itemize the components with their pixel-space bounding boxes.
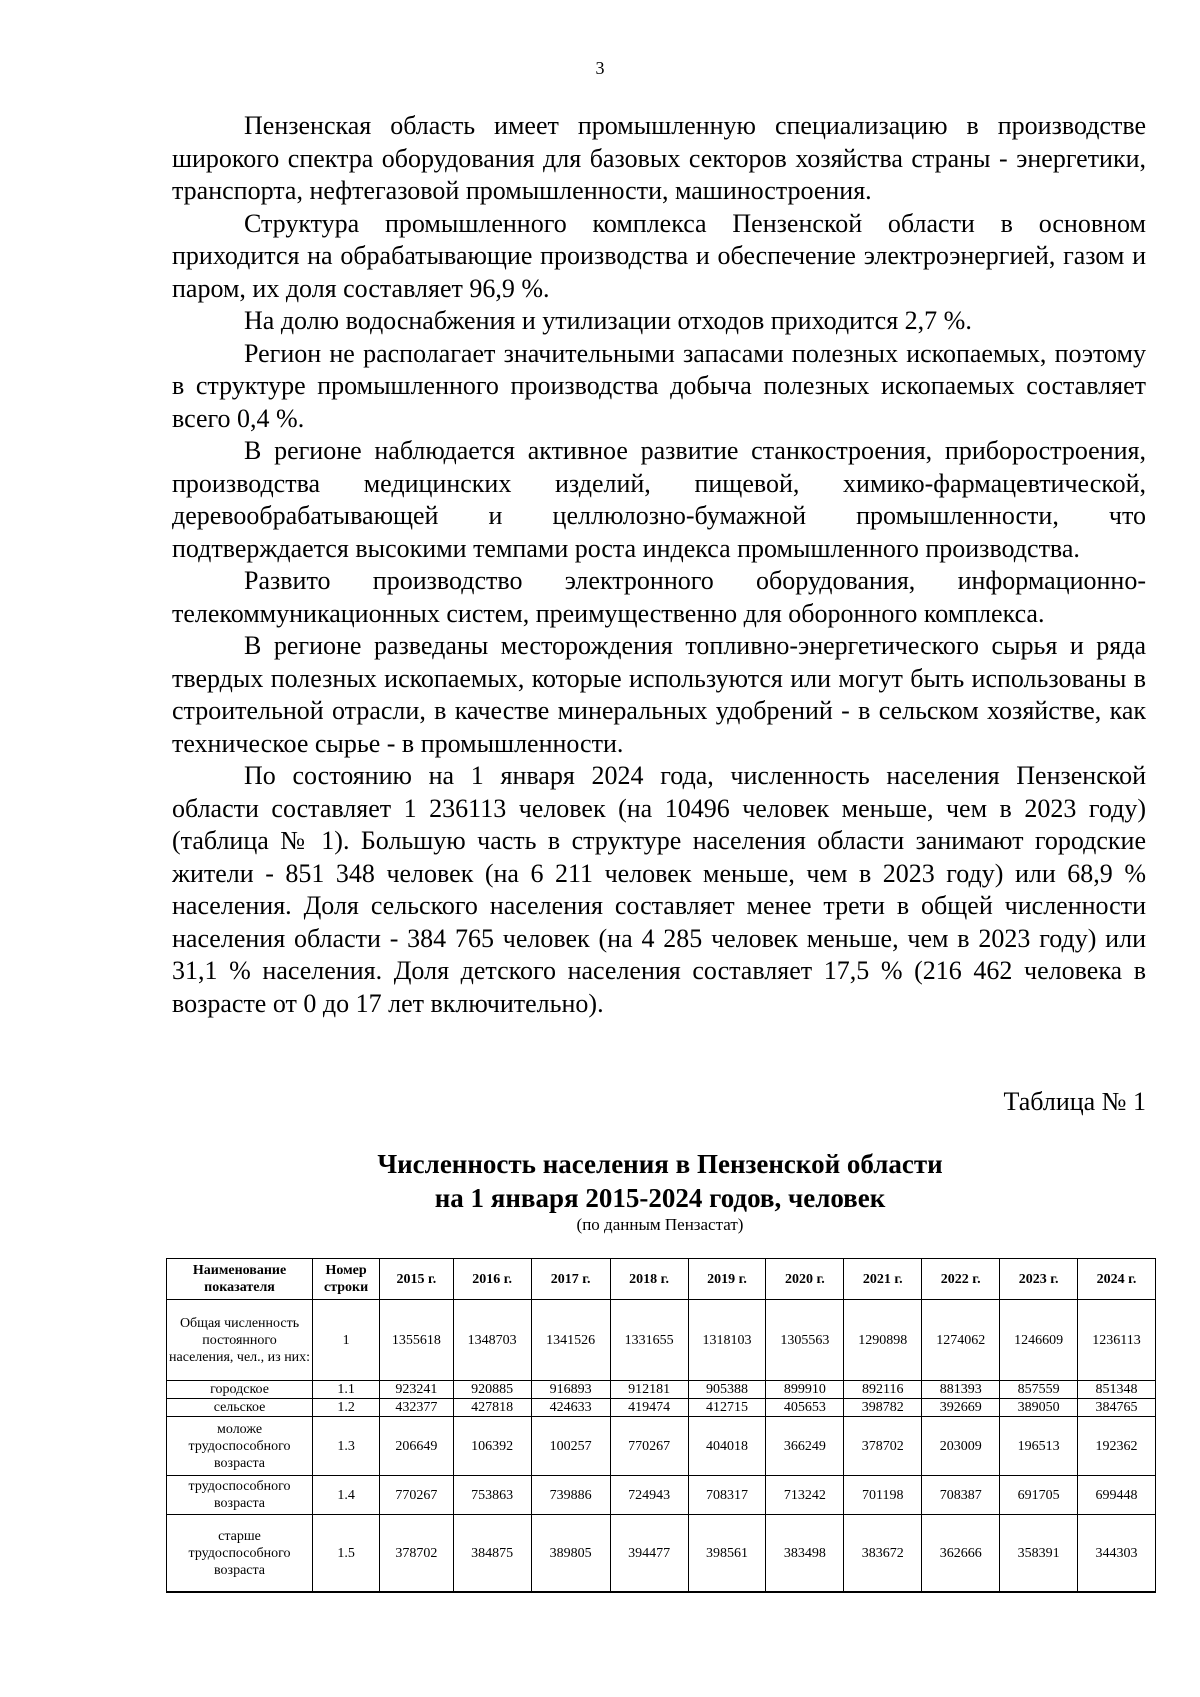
table-cell: 419474	[610, 1399, 688, 1417]
table-cell: 1341526	[531, 1300, 610, 1381]
table-cell: 383672	[844, 1515, 922, 1593]
table-cell: 1246609	[1000, 1300, 1078, 1381]
table-header-cell: 2022 г.	[922, 1259, 1000, 1300]
table-cell: 1274062	[922, 1300, 1000, 1381]
table-cell: 1348703	[453, 1300, 531, 1381]
table-cell: 384765	[1078, 1399, 1156, 1417]
table-header-cell: 2015 г.	[380, 1259, 454, 1300]
table-header-cell: 2021 г.	[844, 1259, 922, 1300]
table-cell: 398782	[844, 1399, 922, 1417]
table-cell: 1.3	[313, 1417, 380, 1476]
table-title-line2: на 1 января 2015-2024 годов, человек	[434, 1183, 886, 1213]
table-cell: 384875	[453, 1515, 531, 1593]
table-label: Таблица № 1	[1003, 1087, 1146, 1116]
table-cell: 923241	[380, 1381, 454, 1399]
table-source: (по данным Пензастат)	[576, 1215, 744, 1234]
table-cell: 358391	[1000, 1515, 1078, 1593]
table-cell: 1290898	[844, 1300, 922, 1381]
table-cell: 405653	[766, 1399, 844, 1417]
table-cell: 912181	[610, 1381, 688, 1399]
table-cell: 701198	[844, 1476, 922, 1515]
table-cell: сельское	[167, 1399, 313, 1417]
table-cell: 389805	[531, 1515, 610, 1593]
population-table	[166, 1258, 1156, 1593]
table-cell: 905388	[688, 1381, 766, 1399]
table-cell: 770267	[610, 1417, 688, 1476]
paragraph: На долю водоснабжения и утилизации отходов приходится 2,7 %.	[244, 306, 972, 335]
table-cell: 892116	[844, 1381, 922, 1399]
table-header-cell: Номер строки	[313, 1259, 380, 1300]
table-cell: 920885	[453, 1381, 531, 1399]
table-cell: 708317	[688, 1476, 766, 1515]
table-title-line1: Численность населения в Пензенской области	[377, 1149, 943, 1179]
table-cell: старше трудоспособного возраста	[167, 1515, 313, 1593]
table-header-cell: 2019 г.	[688, 1259, 766, 1300]
table-cell: 398561	[688, 1515, 766, 1593]
table-cell: трудоспособного возраста	[167, 1476, 313, 1515]
body-text	[172, 110, 1146, 1020]
table-cell: 708387	[922, 1476, 1000, 1515]
table-cell: 857559	[1000, 1381, 1078, 1399]
page-number: 3	[595, 58, 605, 78]
table-cell: 389050	[1000, 1399, 1078, 1417]
table-cell: 378702	[844, 1417, 922, 1476]
table-cell: 366249	[766, 1417, 844, 1476]
table-cell: 770267	[380, 1476, 454, 1515]
paragraph: По состоянию на 1 января 2024 года, численность населения Пензенской области составляет 1 236113 человек (на 10496 человек меньше, чем в 2023 году) (таблица № 1). Большую часть в структуре населения области занимают городские жители - 851 348 человек (на 6 211 человек меньше, чем в 2023 году) или 68,9 % населения. Доля сельского населения составляет менее трети в общей численности населения области - 384 765 человек (на 4 285 человек меньше, чем в 2023 году) или 31,1 % населения. Доля детского населения составляет 17,5 % (216 462 человека в возрасте от 0 до 17 лет включительно).	[172, 761, 1146, 1018]
table-header-row	[167, 1259, 1156, 1300]
table-row	[167, 1399, 1156, 1417]
table-cell: 1318103	[688, 1300, 766, 1381]
table-cell: моложе трудоспособного возраста	[167, 1417, 313, 1476]
table-cell: 851348	[1078, 1381, 1156, 1399]
table-cell: 412715	[688, 1399, 766, 1417]
table-cell: 1236113	[1078, 1300, 1156, 1381]
table-row	[167, 1417, 1156, 1476]
table-cell: 344303	[1078, 1515, 1156, 1593]
table-cell: 1.4	[313, 1476, 380, 1515]
table-cell: 1	[313, 1300, 380, 1381]
table-cell: 724943	[610, 1476, 688, 1515]
paragraph: Пензенская область имеет промышленную специализацию в производстве широкого спектра оборудования для базовых секторов хозяйства страны - энергетики, транспорта, нефтегазовой промышленности, машиностроения.	[172, 111, 1146, 205]
table-header-cell: 2018 г.	[610, 1259, 688, 1300]
table-cell: 378702	[380, 1515, 454, 1593]
table-header-cell: 2017 г.	[531, 1259, 610, 1300]
table-row	[167, 1476, 1156, 1515]
table-cell: 362666	[922, 1515, 1000, 1593]
table-cell: 1331655	[610, 1300, 688, 1381]
table-header-cell: 2023 г.	[1000, 1259, 1078, 1300]
table-cell: 881393	[922, 1381, 1000, 1399]
table-cell: 699448	[1078, 1476, 1156, 1515]
table-cell: Общая численность постоянного населения, чел., из них:	[167, 1300, 313, 1381]
table-header-cell: Наименование показателя	[167, 1259, 313, 1300]
table-header-cell: 2016 г.	[453, 1259, 531, 1300]
table-cell: 427818	[453, 1399, 531, 1417]
table-header-cell: 2024 г.	[1078, 1259, 1156, 1300]
table-row	[167, 1515, 1156, 1593]
table-cell: 1.1	[313, 1381, 380, 1399]
table-cell: 899910	[766, 1381, 844, 1399]
table-cell: 739886	[531, 1476, 610, 1515]
table-cell: 1.5	[313, 1515, 380, 1593]
table-row	[167, 1381, 1156, 1399]
table-cell: 203009	[922, 1417, 1000, 1476]
table-cell: 432377	[380, 1399, 454, 1417]
table-cell: 1.2	[313, 1399, 380, 1417]
paragraph: В регионе разведаны месторождения топливно-энергетического сырья и ряда твердых полезных ископаемых, которые используются или могут быть использованы в строительной отрасли, в качестве минеральных удобрений - в сельском хозяйстве, как техническое сырье - в промышленности.	[172, 631, 1146, 758]
paragraph: В регионе наблюдается активное развитие станкостроения, приборостроения, производства медицинских изделий, пищевой, химико-фармацевтической, деревообрабатывающей и целлюлозно-бумажной промышленности, что подтверждается высокими темпами роста индекса промышленного производства.	[172, 436, 1146, 563]
table-cell: 392669	[922, 1399, 1000, 1417]
table-caption	[0, 1147, 1200, 1235]
table-row	[167, 1300, 1156, 1381]
table-cell: 106392	[453, 1417, 531, 1476]
paragraph: Структура промышленного комплекса Пензенской области в основном приходится на обрабатывающие производства и обеспечение электроэнергией, газом и паром, их доля составляет 96,9 %.	[172, 208, 1146, 303]
table-cell: 1305563	[766, 1300, 844, 1381]
table-cell: 424633	[531, 1399, 610, 1417]
table-cell: 753863	[453, 1476, 531, 1515]
table-cell: 196513	[1000, 1417, 1078, 1476]
table-cell: 404018	[688, 1417, 766, 1476]
table-cell: 691705	[1000, 1476, 1078, 1515]
paragraph: Развито производство электронного оборудования, информационно-телекоммуникационных систем, преимущественно для оборонного комплекса.	[172, 566, 1146, 628]
table-cell: 206649	[380, 1417, 454, 1476]
table-cell: 916893	[531, 1381, 610, 1399]
paragraph: Регион не располагает значительными запасами полезных ископаемых, поэтому в структуре промышленного производства добыча полезных ископаемых составляет всего 0,4 %.	[172, 338, 1146, 433]
table-cell: 1355618	[380, 1300, 454, 1381]
table-cell: 100257	[531, 1417, 610, 1476]
table-cell: городское	[167, 1381, 313, 1399]
table-cell: 383498	[766, 1515, 844, 1593]
table-cell: 713242	[766, 1476, 844, 1515]
table-header-cell: 2020 г.	[766, 1259, 844, 1300]
table-cell: 192362	[1078, 1417, 1156, 1476]
table-cell: 394477	[610, 1515, 688, 1593]
